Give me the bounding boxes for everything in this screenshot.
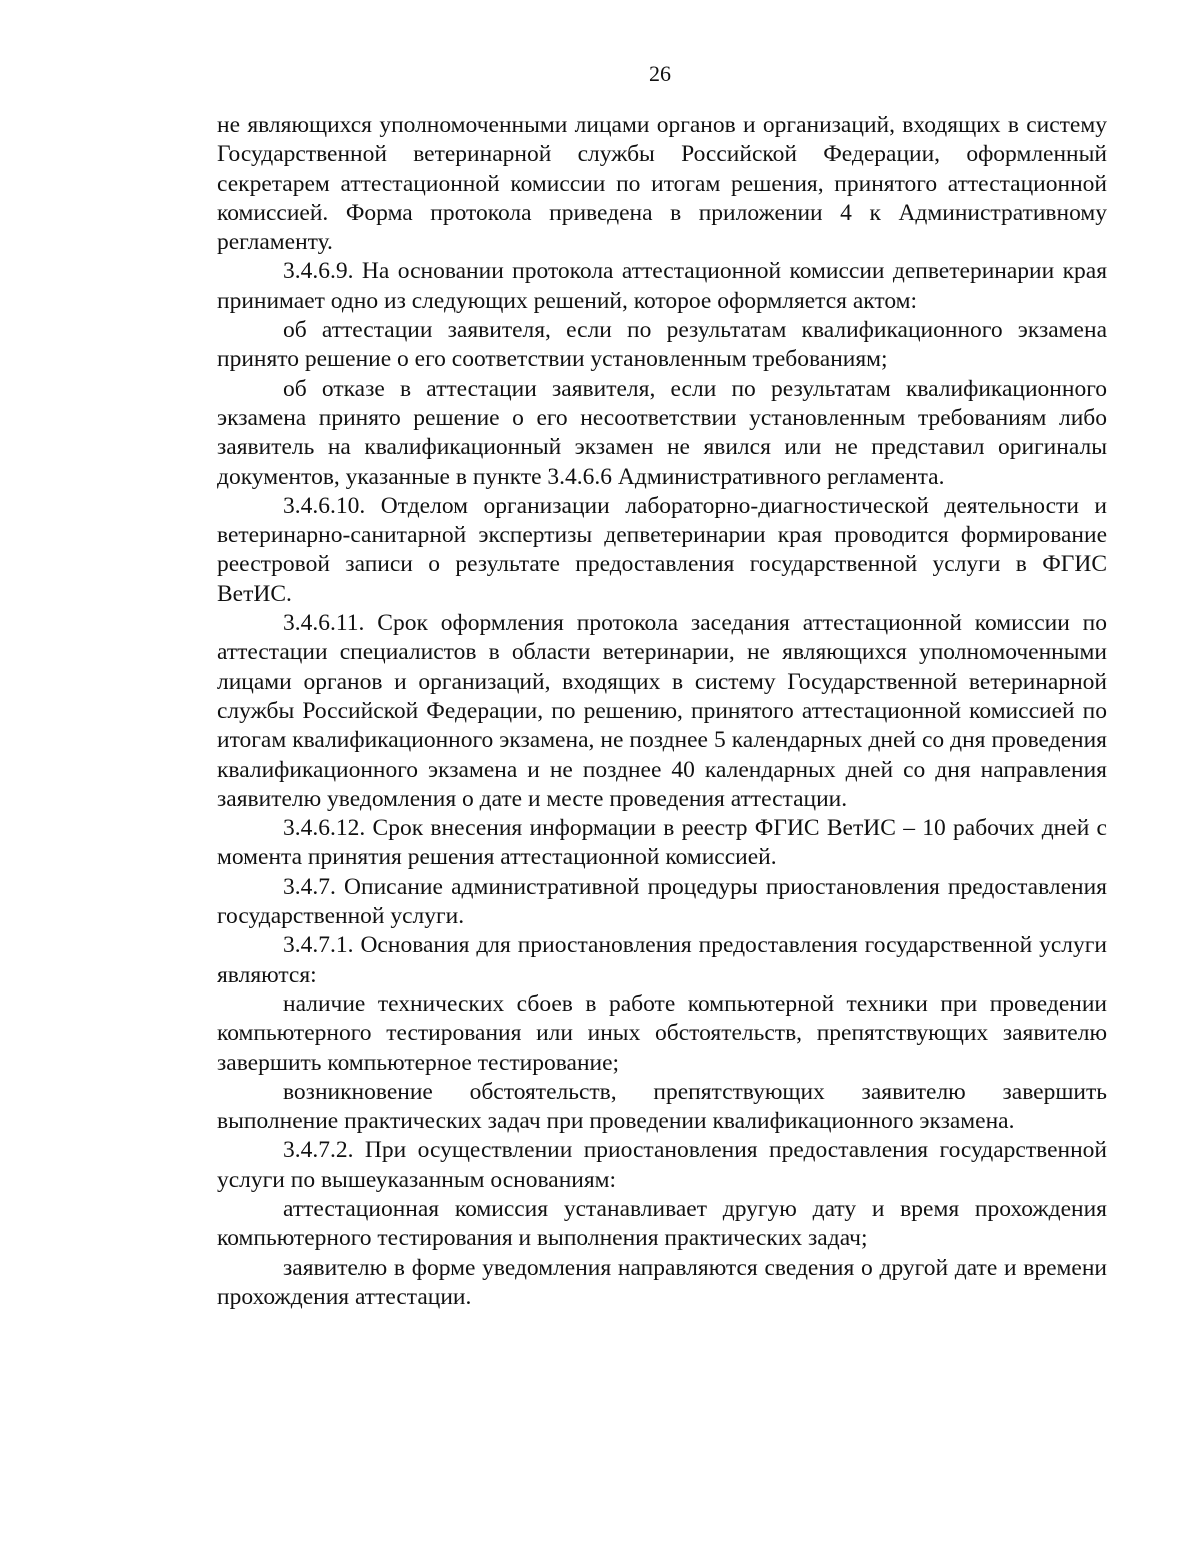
body-paragraph: об аттестации заявителя, если по результатам квалификационного экзамена принято решение о его соответствии установленным требованиям; xyxy=(217,317,1107,373)
body-paragraph: возникновение обстоятельств, препятствующих заявителю завершить выполнение практических задач при проведении квалификационного экзамена. xyxy=(217,1078,1107,1135)
body-paragraph: 3.4.6.12. Срок внесения информации в реестр ФГИС ВетИС – 10 рабочих дней с момента принятия решения аттестационной комиссией. xyxy=(217,815,1107,871)
body-paragraph: не являющихся уполномоченными лицами органов и организаций, входящих в систему Государственной ветеринарной службы Российской Федерации, оформленный секретарем аттестационной комиссии по итогам решения, принятого аттестационной комиссией. Форма протокола приведена в приложении 4 к Административному регламенту. xyxy=(217,112,1107,256)
body-paragraph: наличие технических сбоев в работе компьютерной техники при проведении компьютерного тестирования или иных обстоятельств, препятствующих заявителю завершить компьютерное тестирование; xyxy=(217,990,1107,1076)
body-paragraph: об отказе в аттестации заявителя, если по результатам квалификационного экзамена принято решение о его несоответствии установленным требованиям либо заявитель на квалификационный экзамен не явился или не представил оригиналы документов, указанные в пункте 3.4.6.6 Административного регламента. xyxy=(217,375,1107,490)
body-paragraph: 3.4.6.9. На основании протокола аттестационной комиссии депветеринарии края принимает одно из следующих решений, которое оформляется актом: xyxy=(217,258,1107,314)
page-number: 26 xyxy=(649,61,671,86)
body-paragraph: 3.4.7.2. При осуществлении приостановления предоставления государственной услуги по вышеуказанным основаниям: xyxy=(217,1137,1107,1193)
document-body xyxy=(217,111,1107,1312)
body-paragraph: 3.4.6.11. Срок оформления протокола заседания аттестационной комиссии по аттестации специалистов в области ветеринарии, не являющихся уполномоченными лицами органов и организаций, входящих в систему Государственной ветеринарной службы Российской Федерации, по решению, принятого аттестационной комиссией по итогам квалификационного экзамена, не позднее 5 календарных дней со дня проведения квалификационного экзамена и не позднее 40 календарных дней со дня направления заявителю уведомления о дате и месте проведения аттестации. xyxy=(217,610,1107,812)
body-paragraph: заявителю в форме уведомления направляются сведения о другой дате и времени прохождения аттестации. xyxy=(217,1254,1107,1310)
body-paragraph: 3.4.6.10. Отделом организации лабораторно-диагностической деятельности и ветеринарно-санитарной экспертизы депветеринарии края проводится формирование реестровой записи о результате предоставления государственной услуги в ФГИС ВетИС. xyxy=(217,492,1107,607)
body-paragraph: 3.4.7. Описание административной процедуры приостановления предоставления государственной услуги. xyxy=(217,873,1107,930)
body-paragraph: аттестационная комиссия устанавливает другую дату и время прохождения компьютерного тестирования и выполнения практических задач; xyxy=(217,1195,1107,1252)
body-paragraph: 3.4.7.1. Основания для приостановления предоставления государственной услуги являются: xyxy=(217,932,1107,988)
